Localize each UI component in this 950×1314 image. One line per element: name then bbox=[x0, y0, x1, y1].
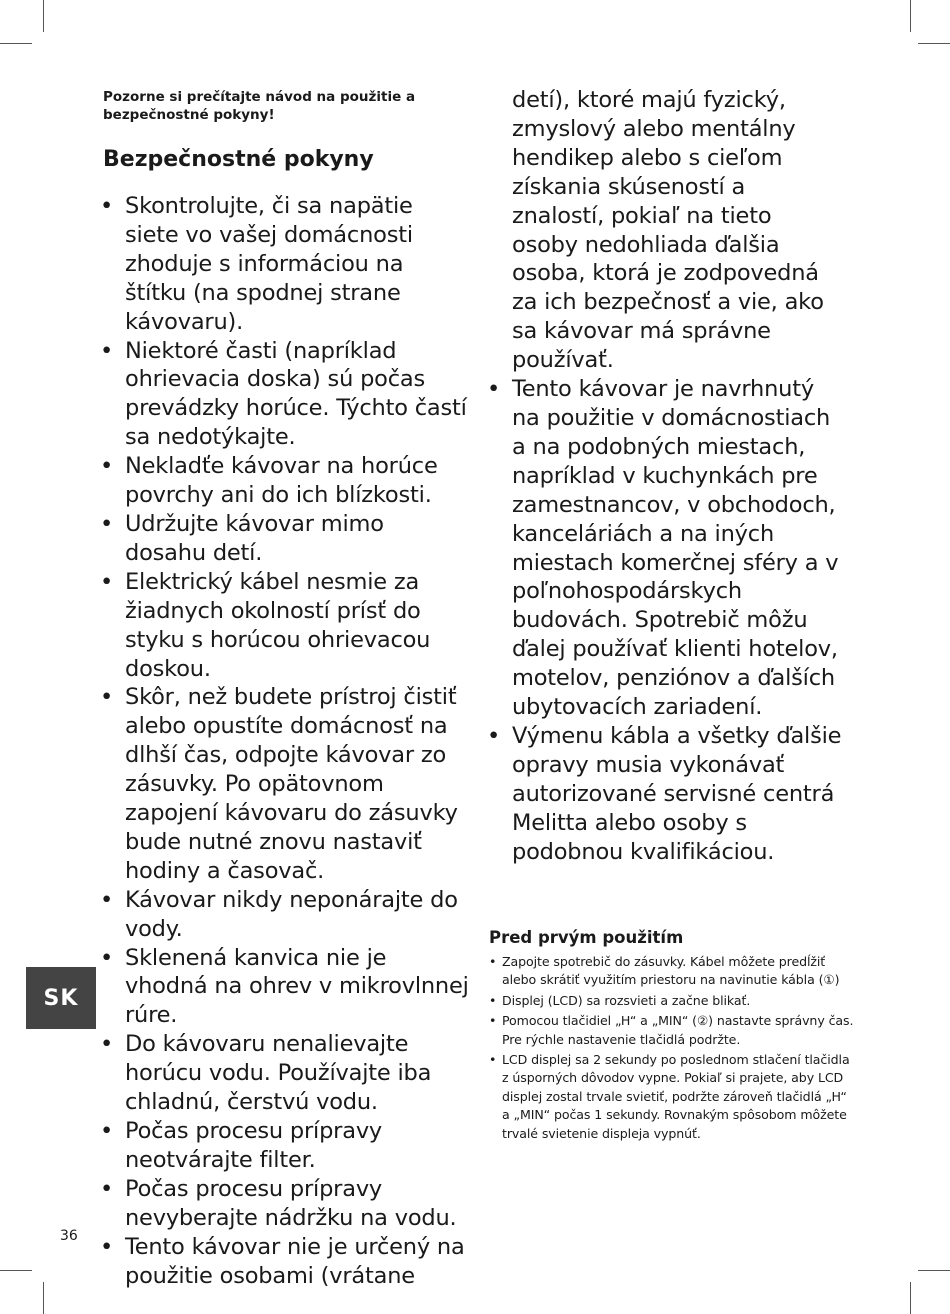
crop-mark bbox=[43, 0, 44, 32]
list-item: • Nekladťe kávovar na horúce povrchy ani do ich blízkosti. bbox=[125, 452, 470, 510]
list-item: • Pomocou tlačidiel „H“ a „MIN“ (②) nastavte správny čas. Pre rýchle nastavenie tlačidlá podržte. bbox=[502, 1012, 854, 1049]
list-item: • Niektoré časti (napríklad ohrievacia doska) sú počas prevádzky horúce. Týchto častí sa nedotýkajte. bbox=[125, 337, 470, 453]
crop-mark bbox=[918, 1270, 950, 1271]
list-item: • LCD displej sa 2 sekundy po poslednom stlačení tlačidla z úsporných dôvodov vypne. Pokiaľ si prajete, aby LCD displej zostal trvale svietiť, podržte zároveň tlačidlá „H“ a „MIN“ počas 1 sekundy. Rovnakým spôsobom môžete trvalé svietenie displeja vypnúť. bbox=[502, 1051, 854, 1143]
list-item: • Počas procesu prípravy nevyberajte nádržku na vodu. bbox=[125, 1175, 470, 1233]
crop-mark bbox=[910, 0, 911, 32]
first-use-heading: Pred prvým použitím bbox=[489, 928, 684, 947]
language-tab: SK bbox=[26, 967, 96, 1029]
list-item: • Elektrický kábel nesmie za žiadnych okolností prísť do styku s horúcou ohrievacou doskou. bbox=[125, 568, 470, 684]
crop-mark bbox=[918, 43, 950, 44]
list-item: • Skontrolujte, či sa napätie siete vo vašej domácnosti zhoduje s informáciou na štítku (na spodnej strane kávovaru). bbox=[125, 192, 470, 337]
list-item: • Displej (LCD) sa rozsvieti a začne blikať. bbox=[502, 992, 854, 1010]
list-item: • Skôr, než budete prístroj čistiť alebo opustíte domácnosť na dlhší čas, odpojte kávovar zo zásuvky. Po opätovnom zapojení kávovaru do zásuvky bude nutné znovu nastaviť hodiny a časovač. bbox=[125, 683, 470, 885]
list-item: • Do kávovaru nenalievajte horúcu vodu. Používajte iba chladnú, čerstvú vodu. bbox=[125, 1030, 470, 1117]
list-item: • Tento kávovar je navrhnutý na použitie v domácnostiach a na podobných miestach, napríklad v kuchynkách pre zamestnancov, v obchodoch, kanceláriách a na iných miestach komerčnej sféry a v poľnohospodárskych budovách. Spotrebič môžu ďalej používať klienti hotelov, motelov, penziónov a ďalších ubytovacích zariadení. bbox=[512, 375, 842, 722]
crop-mark bbox=[43, 1282, 44, 1314]
safety-list-right bbox=[512, 86, 842, 866]
intro-warning: Pozorne si prečítajte návod na použitie a bezpečnostné pokyny! bbox=[103, 89, 416, 123]
safety-list-left bbox=[125, 192, 470, 1290]
list-item: • Udržujte kávovar mimo dosahu detí. bbox=[125, 510, 470, 568]
list-item: • Kávovar nikdy neponárajte do vody. bbox=[125, 886, 470, 944]
crop-mark bbox=[910, 1282, 911, 1314]
crop-mark bbox=[0, 1270, 32, 1271]
list-item: • Zapojte spotrebič do zásuvky. Kábel môžete predĺžiť alebo skrátiť využitím priestoru na navinutie kábla (①) bbox=[502, 953, 854, 990]
list-item-continuation: detí), ktoré majú fyzický, zmyslový alebo mentálny hendikep alebo s cieľom získania skúseností a znalostí, pokiaľ na tieto osoby nedohliada ďalšia osoba, ktorá je zodpovedná za ich bezpečnosť a vie, ako sa kávovar má správne používať. bbox=[512, 87, 824, 374]
list-item: • Tento kávovar nie je určený na použitie osobami (vrátane bbox=[125, 1233, 470, 1291]
list-item: • Výmenu kábla a všetky ďalšie opravy musia vykonávať autorizované servisné centrá Melitta alebo osoby s podobnou kvalifikáciou. bbox=[512, 722, 842, 867]
list-item: • Sklenená kanvica nie je vhodná na ohrev v mikrovlnnej rúre. bbox=[125, 944, 470, 1031]
list-item: • Počas procesu prípravy neotvárajte filter. bbox=[125, 1117, 470, 1175]
section-heading: Bezpečnostné pokyny bbox=[103, 147, 374, 172]
page-number: 36 bbox=[60, 1228, 78, 1244]
first-use-list bbox=[502, 953, 854, 1145]
crop-mark bbox=[0, 43, 32, 44]
